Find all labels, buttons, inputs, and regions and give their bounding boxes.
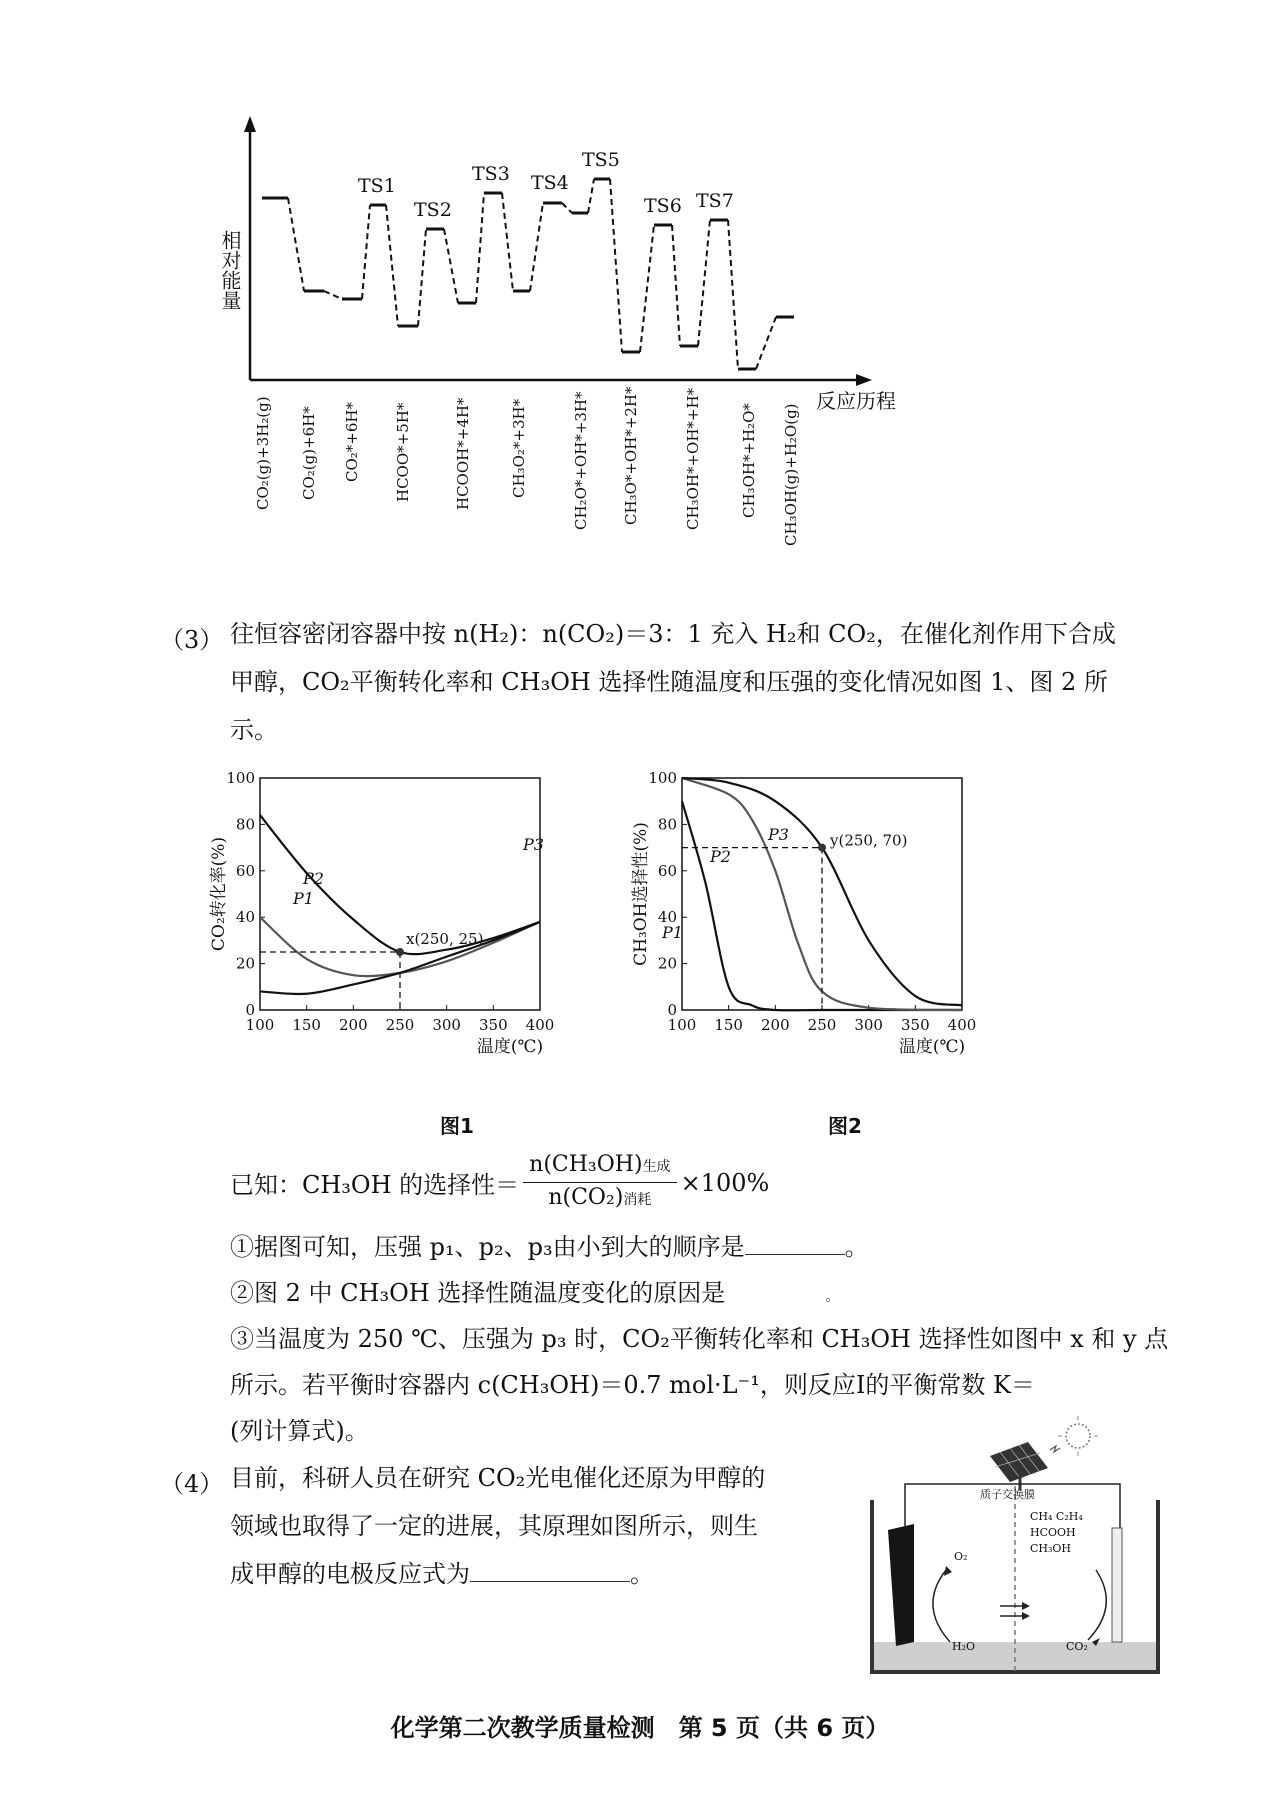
known-suffix: ×100%	[680, 1168, 770, 1197]
fig1-caption: 图1	[440, 1114, 474, 1138]
y-axis-label: CH₃OH选择性(%)	[631, 822, 651, 966]
known-prefix: 已知：CH₃OH 的选择性＝	[230, 1171, 520, 1199]
q4-line2: 领域也取得了一定的进展，其原理如图所示，则生	[230, 1512, 758, 1540]
chart-fig1	[209, 760, 648, 1150]
q3-line2: 甲醇，CO₂平衡转化率和 CH₃OH 选择性随温度和压强的变化情况如图 1、图 2 所	[230, 668, 1108, 696]
h2o-label: H₂O	[952, 1640, 976, 1653]
energy-diagram	[200, 110, 960, 550]
x-tick-label: 400	[525, 1016, 555, 1034]
series-label-p2: P2	[710, 847, 731, 866]
q3-line1: 往恒容密闭容器中按 n(H₂)：n(CO₂)＝3：1 充入 H₂和 CO₂，在催化剂作用下合成	[230, 620, 1116, 648]
y-tick-label: 100	[226, 769, 255, 787]
q4-line3	[230, 1552, 654, 1596]
state-label: CO₂(g)+3H₂(g)	[254, 396, 272, 510]
q3-number: （3）	[160, 626, 224, 654]
item-3b: 所示。若平衡时容器内 c(CH₃OH)＝0.7 mol·L⁻¹，则反应Ⅰ的平衡常数 K＝	[230, 1371, 1035, 1399]
x-tick-label: 150	[714, 1016, 743, 1034]
item-2-end: 。	[825, 1289, 840, 1305]
x-tick-label: 250	[385, 1016, 415, 1034]
item-1-end: 。	[844, 1233, 869, 1261]
product-label: CH₄ C₂H₄	[1030, 1510, 1083, 1523]
y-tick-label: 60	[235, 861, 255, 880]
sun-icon	[1058, 1416, 1098, 1456]
highlight-point	[818, 844, 826, 852]
y-tick-label: 80	[657, 815, 677, 834]
y-tick-label: 40	[235, 908, 255, 927]
ts5-label: TS5	[582, 149, 620, 171]
x-tick-label: 400	[947, 1016, 977, 1034]
state-label: HCOOH*+4H*	[454, 397, 472, 510]
series-label-p1: P1	[662, 923, 683, 942]
q3-line3: 示。	[230, 716, 278, 744]
o2-label: O₂	[954, 1550, 968, 1563]
proton-flow-arrows	[1000, 1606, 1025, 1616]
state-labels	[254, 386, 800, 546]
x-tick-label: 100	[667, 1016, 697, 1034]
solar-panel-icon	[990, 1442, 1060, 1490]
x-tick-label: 250	[807, 1016, 837, 1034]
x-tick-label: 200	[761, 1016, 790, 1034]
x-tick-label: 300	[854, 1016, 883, 1034]
item-2-text: ②图 2 中 CH₃OH 选择性随温度变化的原因是	[230, 1279, 726, 1307]
page-footer: 化学第二次教学质量检测 第 5 页（共 6 页）	[390, 1714, 890, 1742]
y-tick-label: 20	[235, 954, 255, 973]
q4-line1: 目前，科研人员在研究 CO₂光电催化还原为甲醇的	[230, 1464, 766, 1492]
x-tick-label: 200	[339, 1016, 368, 1034]
frac-num-sub: 生成	[642, 1159, 671, 1175]
ts-labels	[358, 149, 734, 221]
state-label: CH₃O₂*+3H*	[510, 398, 528, 498]
series-label-p3: P3	[768, 825, 789, 844]
known-formula	[230, 1150, 769, 1215]
left-cycle-arrow	[933, 1570, 950, 1642]
frac-den-sub: 消耗	[623, 1192, 652, 1208]
series-label-p1: P1	[293, 889, 314, 908]
x-axis-label: 温度(℃)	[476, 1037, 544, 1057]
y-tick-label: 100	[648, 769, 677, 787]
y-tick-label: 40	[657, 908, 677, 927]
q4-line3-text: 成甲醇的电极反应式为	[230, 1560, 470, 1588]
state-label: CH₃OH*+OH*+H*	[684, 387, 702, 530]
ts1-label: TS1	[358, 175, 396, 197]
ts2-label: TS2	[414, 199, 452, 221]
co2-label: CO₂	[1066, 1640, 1088, 1653]
fig2-caption: 图2	[828, 1114, 862, 1138]
answer-blank-4[interactable]	[470, 1581, 630, 1582]
y-axis-label: CO₂转化率(%)	[209, 836, 229, 952]
series-label-p3: P3	[523, 835, 544, 854]
ts4-label: TS4	[531, 172, 569, 194]
chart-fig2	[631, 760, 1070, 1150]
item-2	[230, 1271, 839, 1319]
state-label: CH₃O*+OH*+2H*	[622, 386, 640, 525]
frac-numerator: n(CH₃OH)	[529, 1152, 643, 1177]
item-1	[230, 1225, 869, 1269]
product-label: HCOOH	[1030, 1526, 1076, 1539]
y-tick-label: 0	[245, 1001, 255, 1019]
series-line-p2	[682, 778, 962, 1010]
x-axis-label: 温度(℃)	[898, 1037, 966, 1057]
series-label-p2: P2	[303, 869, 324, 888]
y-tick-label: 0	[667, 1001, 677, 1019]
photoanode	[888, 1524, 914, 1646]
item-3c: (列计算式)。	[230, 1417, 369, 1445]
state-label: CO₂*+6H*	[343, 402, 361, 482]
x-tick-label: 300	[432, 1016, 461, 1034]
series-line-p3	[260, 815, 540, 954]
q4-line3-end: 。	[630, 1560, 654, 1588]
membrane-label: 质子交换膜	[980, 1488, 1035, 1501]
q4-number: （4）	[160, 1470, 224, 1498]
state-label: CO₂(g)+6H*	[300, 406, 318, 500]
x-tick-label: 150	[292, 1016, 321, 1034]
plot-frame	[682, 778, 962, 1010]
highlight-point	[396, 948, 404, 956]
cathode	[1112, 1528, 1122, 1642]
cell-diagram	[860, 1410, 1170, 1680]
ts7-label: TS7	[696, 190, 734, 212]
x-tick-label: 350	[479, 1016, 508, 1034]
x-tick-label: 100	[245, 1016, 275, 1034]
answer-blank-1[interactable]	[745, 1254, 845, 1255]
ts6-label: TS6	[644, 195, 682, 217]
product-label: CH₃OH	[1030, 1542, 1072, 1555]
y-tick-label: 20	[657, 954, 677, 973]
point-label: x(250, 25)	[406, 930, 484, 948]
x-tick-label: 350	[901, 1016, 930, 1034]
item-1-text: ①据图可知，压强 p₁、p₂、p₃由小到大的顺序是	[230, 1233, 745, 1261]
selectivity-fraction	[523, 1150, 676, 1215]
state-label: CH₃OH(g)+H₂O(g)	[782, 403, 800, 546]
energy-ylabel: 相对能量	[218, 230, 242, 310]
point-label: y(250, 70)	[830, 831, 908, 850]
item-3a: ③当温度为 250 ℃、压强为 p₃ 时，CO₂平衡转化率和 CH₃OH 选择性如图中 x 和 y 点	[230, 1325, 1169, 1353]
ts3-label: TS3	[472, 163, 510, 185]
y-tick-label: 80	[235, 815, 255, 834]
energy-xlabel: 反应历程	[816, 389, 896, 413]
frac-denominator: n(CO₂)	[548, 1185, 624, 1210]
y-tick-label: 60	[657, 861, 677, 880]
right-cycle-arrow	[1088, 1570, 1106, 1640]
state-label: CH₃OH*+H₂O*	[740, 403, 758, 518]
state-label: CH₂O*+OH*+3H*	[572, 391, 590, 530]
state-label: HCOO*+5H*	[394, 402, 412, 502]
